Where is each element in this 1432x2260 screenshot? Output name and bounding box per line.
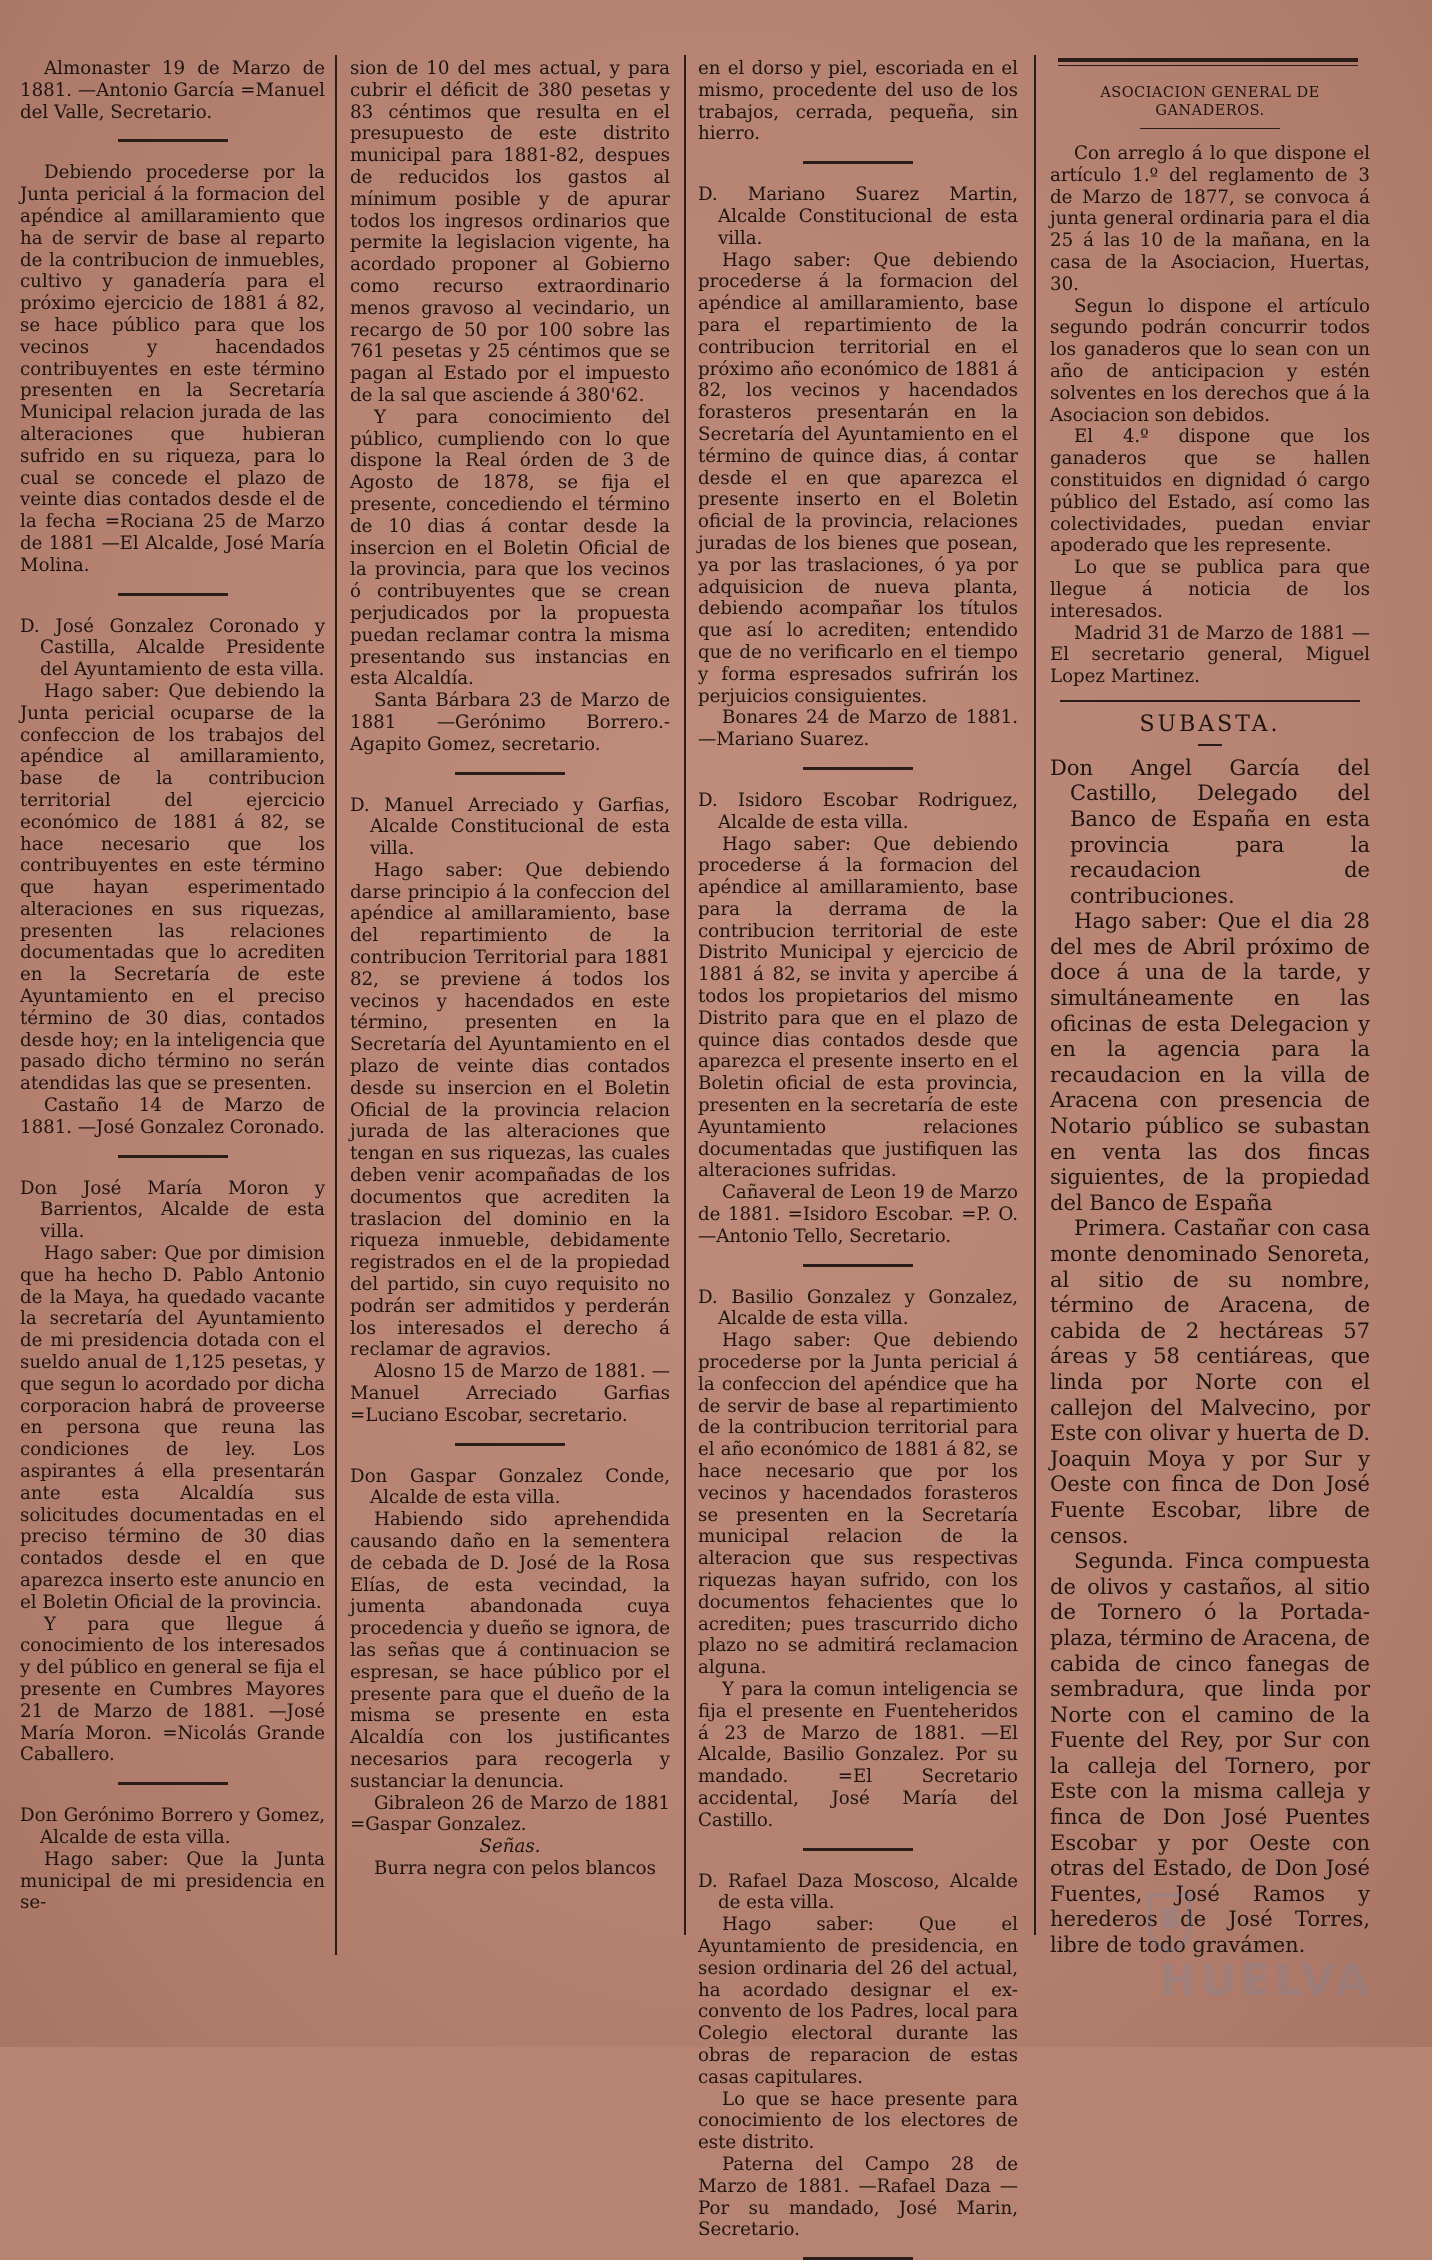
notice-heading: D. José Gonzalez Coronado y Castilla, Alcalde Presidente del Ayuntamiento de esta villa. xyxy=(20,615,325,681)
separator xyxy=(118,593,228,596)
notice-text: Hago saber: Que debiendo la Junta pericial ocuparse de la confeccion de los trabajos del apéndice al amillaramiento, base de la contribucion territorial del ejercicio económico de 1881 á 82, se hace necesario que los contribuyentes en este término que hayan esperimentado alteraciones en sus riquezas, presenten las relaciones documentadas que lo acrediten en la Secretaría de este Ayuntamiento en el preciso término de 30 dias, contados desde hoy; en la inteligencia que pasado dicho término no serán atendidas las que se presenten. xyxy=(20,680,325,1095)
watermark-text: HUELVA xyxy=(1160,1955,1374,2006)
notice-text: Con arreglo á lo que dispone el artículo 1.º del reglamento de 3 de Marzo de 1877, se convoca á junta general ordinaria para el dia 25 á las 10 de la mañana, en la casa de la Asociacion, Huertas, 30. xyxy=(1050,143,1370,295)
notice-text: Segunda. Finca compuesta de olivos y castaños, al sitio de Tornero ó la Portada-plaza, término de Aracena, de cabida de cinco fanegas de sembradura, que linda por Norte con el camino de la Fuente del Rey, por Sur con la calleja del Tornero, por Este con la misma calleja y finca de Don José Puentes Escobar y por Oeste con otras del Estado, de Don José Fuentes, José Ramos y herederos de José Torres, libre de todo gravámen. xyxy=(1050,1549,1370,1958)
notice-heading: D. Mariano Suarez Martin, Alcalde Constitucional de esta villa. xyxy=(698,184,1018,249)
notice-heading: D. Basilio Gonzalez y Gonzalez, Alcalde de esta villa. xyxy=(698,1286,1018,1330)
section-title: ASOCIACION GENERAL DE GANADEROS. xyxy=(1100,85,1320,119)
notice-text: Y para que llegue á conocimiento de los interesados y del público en general se fija el presente en Cumbres Mayores 21 de Marzo de 1881. —José María Moron. =Nicolás Grande Caballero. xyxy=(20,1613,325,1766)
separator xyxy=(1140,128,1280,129)
separator xyxy=(803,1264,913,1267)
notice-heading: D. Manuel Arreciado y Garfias, Alcalde Constitucional de esta villa. xyxy=(350,794,670,860)
notice-text: Lo que se publica para que llegue á noticia de los interesados. xyxy=(1050,557,1370,622)
notice-text: El 4.º dispone que los ganaderos que se hallen constituidos en dignidad ó cargo público del Estado, así como las colectividades, puedan enviar apoderado que les represente. xyxy=(1050,426,1370,557)
notice-text: Debiendo procederse por la Junta pericial á la formacion del apéndice al amillaramiento que ha de servir de base al reparto de la contribucion de inmuebles, cultivo y ganadería para el próximo ejercicio de 1881 á 82, se hace público para que los vecinos y hacendados contribuyentes en este término presenten en la Secretaría Municipal relacion jurada de las alteraciones que hubieran sufrido en su riqueza, para lo cual se concede el plazo de veinte dias contados desde el de la fecha =Rociana 25 de Marzo de 1881 —El Alcalde, José María Molina. xyxy=(20,162,325,576)
column-divider xyxy=(1034,55,1036,1935)
column-divider xyxy=(335,55,337,1955)
notice-signature: Madrid 31 de Marzo de 1881 —El secretario general, Miguel Lopez Martinez. xyxy=(1050,622,1370,688)
notice-heading: Don Gaspar Gonzalez Conde, Alcalde de esta villa. xyxy=(350,1465,670,1509)
notice-text: Burra negra con pelos blancos xyxy=(374,1857,656,1879)
separator xyxy=(118,1155,228,1158)
notice-signature: Cañaveral de Leon 19 de Marzo de 1881. =Isidoro Escobar. =P. O. —Antonio Tello, Secretario. xyxy=(698,1182,1018,1247)
separator xyxy=(118,139,228,142)
archive-watermark xyxy=(1140,1885,1374,2010)
notice-subheading: Señas. xyxy=(479,1836,541,1858)
column-4 xyxy=(1050,58,1370,2018)
column-1 xyxy=(20,58,325,2018)
crest-icon xyxy=(1140,1885,1200,1955)
notice-heading: Don Gerónimo Borrero y Gomez, Alcalde de esta villa. xyxy=(20,1805,325,1848)
notice-signature: Alosno 15 de Marzo de 1881. —Manuel Arreciado Garfias =Luciano Escobar, secretario. xyxy=(350,1361,670,1426)
notice-text: Lo que se hace presente para conocimiento de los electores de este distrito. xyxy=(698,2088,1018,2154)
notice-heading: D. Isidoro Escobar Rodriguez, Alcalde de esta villa. xyxy=(698,789,1018,833)
notice-text: Hago saber: Que debiendo procederse á la formacion del apéndice al amillaramiento, base para la derrama de la contribucion territorial de este Distrito Municipal y ejercicio de 1881 á 82, se invita y apercibe á todos los propietarios del mismo Distrito para que en el plazo de quince dias contados desde que aparezca el presente inserto en el Boletin oficial de esta provincia, presenten en la secretaría de este Ayuntamiento relaciones documentadas que justifiquen las alteraciones sufridas. xyxy=(698,833,1018,1182)
notice-text: Hago saber: Que la Junta municipal de mi presidencia en se- xyxy=(20,1848,325,1914)
notice-heading: Don Angel García del Castillo, Delegado del Banco de España en esta provincia para la recaudacion de contribuciones. xyxy=(1050,755,1370,908)
column-2 xyxy=(350,58,670,2018)
notice-text: Hago saber: Que debiendo procederse por la Junta pericial á la confeccion del apéndice que ha de servir de base al repartimiento de la contribucion territorial para el año económico de 1881 á 82, se hace necesario que por los vecinos y hacendados forasteros se presenten en la Secretaría municipal relacion de la alteracion que sus respectivas riquezas hayan sufrido, con los documentos fehacientes que lo acrediten; pues trascurrido dicho plazo no se admitirá reclamacion alguna. xyxy=(698,1330,1018,1679)
notice-signature: Bonares 24 de Marzo de 1881. —Mariano Suarez. xyxy=(698,707,1018,751)
notice-heading: Don José María Moron y Barrientos, Alcalde de esta villa. xyxy=(20,1177,325,1243)
separator xyxy=(803,161,913,164)
notice-text: Hago saber: Que debiendo procederse á la formacion del apéndice al amillaramiento, base para el repartimiento de la contribucion territorial en el próximo año económico de 1881 á 82, los vecinos y hacendados forasteros presentarán en la Secretaría del Ayuntamiento en el término de quince dias, á contar desde el en que aparezca el presente inserto en el Boletin oficial de la provincia, relaciones juradas de los bienes que posean, ya por las traslaciones, ó ya por adquisicion de nueva planta, debiendo acompañar los títulos que así lo acrediten; entendido que de no verificarlo en el tiempo y forma espresados sufrirán los perjuicios consiguientes. xyxy=(698,249,1018,707)
notice-heading: D. Rafael Daza Moscoso, Alcalde de esta villa. xyxy=(698,1870,1018,1914)
notice-text: Habiendo sido aprehendida causando daño en la sementera de cebada de D. José de la Rosa Elías, de esta vecindad, la jumenta abandonada cuya procedencia y dueño se ignora, de las señas que á continuacion se espresan, se hace público por el presente para que el dueño de la misma se presente en esta Alcaldía con los justificantes necesarios para recogerla y sustanciar la denuncia. xyxy=(350,1509,670,1792)
notice-text: Y para conocimiento del público, cumpliendo con lo que dispone la Real órden de 3 de Agosto de 1878, se fija el presente, concediendo el término de 10 dias á contar desde la insercion en el Boletin Oficial de la provincia, para que los vecinos ó contribuyentes que se crean perjudicados por la propuesta puedan reclamar contra la misma presentando sus instancias en esta Alcaldía. xyxy=(350,406,670,690)
separator xyxy=(118,1782,228,1785)
notice-text: Hago saber: Que el Ayuntamiento de presidencia, en sesion ordinaria del 26 del actual, ha acordado designar el ex-convento de los Padres, local para Colegio electoral durante las obras de reparacion de estas casas capitulares. xyxy=(698,1914,1018,2088)
separator xyxy=(803,767,913,770)
notice-signature: Gibraleon 26 de Marzo de 1881 =Gaspar Gonzalez. xyxy=(350,1792,670,1836)
separator xyxy=(803,1848,913,1851)
notice-text: Hago saber: Que por dimision que ha hecho D. Pablo Antonio de la Maya, ha quedado vacante la secretaría del Ayuntamiento de mi presidencia dotada con el sueldo anual de 1,125 pesetas, y que segun lo acordado por dicha corporacion habrá de proveerse en persona que reuna las condiciones de ley. Los aspirantes á ella presentarán ante esta Alcaldía sus solicitudes documentadas en el preciso término de 30 dias contados desde el en que aparezca inserto este anuncio en el Boletin Oficial de la provincia. xyxy=(20,1243,325,1613)
separator xyxy=(455,772,565,775)
notice-text: Hago saber: Que debiendo darse principio á la confeccion del apéndice al amillaramiento, base del repartimiento de la contribucion Territorial para 1881 82, se previene á todos los vecinos y hacendados en este término, presenten en la Secretaría del Ayuntamiento en el plazo de veinte dias contados desde su insercion en el Boletin Oficial de la provincia relacion jurada de las alteraciones que tengan en sus riquezas, las cuales deben venir acompañadas de los documentos que acrediten la traslacion del dominio en la riqueza inmueble, debidamente registrados en el de la propiedad del partido, sin cuyo requisito no podrán ser admitidos y perderán los interesados el derecho á reclamar de agravios. xyxy=(350,859,670,1361)
notice-text: Primera. Castañar con casa monte denominado Senoreta, al sitio de su nombre, término de Aracena, de cabida de 2 hectáreas 57 áreas y 58 centiáreas, que linda por Norte con el callejon del Malvecino, por Este con olivar y huerta de D. Joaquin Moya y por Sur y Oeste con finca de Don José Fuente Escobar, libre de censos. xyxy=(1050,1216,1370,1548)
notice-text: en el dorso y piel, escoriada en el mismo, procedente del uso de los trabajos, cerrada, pequeña, sin hierro. xyxy=(698,58,1018,145)
notice-signature: Castaño 14 de Marzo de 1881. —José Gonzalez Coronado. xyxy=(20,1095,325,1138)
separator xyxy=(1060,700,1360,702)
separator xyxy=(455,1443,565,1446)
column-divider xyxy=(684,55,686,1935)
notice-signature: Paterna del Campo 28 de Marzo de 1881. —Rafael Daza —Por su mandado, José Marin, Secretario. xyxy=(698,2153,1018,2241)
notice-text: sion de 10 del mes actual, y para cubrir el déficit de 380 pesetas y 83 céntimos que resulta en el presupuesto de este distrito municipal para 1881-82, despues de reducidos los gastos al mínimum posible y de apurar todos los ingresos ordinarios que permite la legislacion vigente, ha acordado proponer al Gobierno como recurso extraordinario menos gravoso al vecindario, un recargo de 50 por 100 sobre las 761 pesetas y 25 céntimos que se pagan al Estado por el impuesto de la sal que asciende á 380'62. xyxy=(350,58,670,406)
separator xyxy=(1198,744,1222,746)
notice-text: Hago saber: Que el dia 28 del mes de Abril próximo de doce á una de la tarde, y simultáneamente en las oficinas de esta Delegacion y en la agencia para la recaudacion en la villa de Aracena con presencia de Notario público se subastan en venta las dos fincas siguientes, de la propiedad del Banco de España xyxy=(1050,909,1370,1215)
column-3 xyxy=(698,58,1018,2241)
notice-text: Almonaster 19 de Marzo de 1881. —Antonio García =Manuel del Valle, Secretario. xyxy=(20,58,325,123)
notice-signature: Santa Bárbara 23 de Marzo de 1881 —Gerónimo Borrero.-Agapito Gomez, secretario. xyxy=(350,690,670,755)
notice-text: Segun lo dispone el artículo segundo podrán concurrir todos los ganaderos que lo sean con un año de anticipacion y estén solventes en los derechos que á la Asociacion son debidos. xyxy=(1050,295,1370,426)
notice-text: Y para la comun inteligencia se fija el presente en Fuenteheridos á 23 de Marzo de 1881. —El Alcalde, Basilio Gonzalez. Por su mandado. =El Secretario accidental, José María del Castillo. xyxy=(698,1678,1018,1831)
section-title: SUBASTA. xyxy=(1139,711,1281,737)
